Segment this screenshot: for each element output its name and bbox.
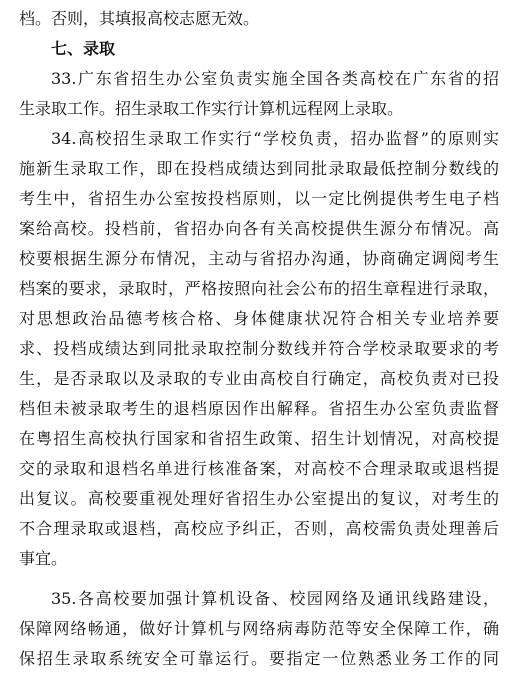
text-line: 33.广东省招生办公室负责实施全国各类高校在广东省的招 — [51, 69, 499, 88]
text-line: 档但未被录取考生的退档原因作出解释。省招生办公室负责监督 — [19, 399, 499, 418]
paragraph-35 — [19, 584, 499, 674]
text-line: 出复议。高校要重视处理好省招生办公室提出的复议，对考生的 — [19, 489, 499, 508]
text-line: 求、投档成绩达到同批录取控制分数线并符合学校录取要求的考 — [19, 339, 499, 358]
paragraph-33 — [19, 64, 499, 124]
text-line: 35.各高校要加强计算机设备、校园网络及通讯线路建设， — [51, 589, 499, 608]
text-line: 不合理录取或退档，高校应予纠正，否则，高校需负责处理善后 — [19, 519, 499, 538]
section-heading: 七、录取 — [51, 39, 116, 58]
paragraph-gap — [19, 574, 499, 584]
text-line: 考生中，省招生办公室按投档原则，以一定比例提供考生电子档 — [19, 189, 499, 208]
paragraph-34 — [19, 124, 499, 574]
text-line: 事宜。 — [19, 549, 68, 568]
text-line: 生录取工作。招生录取工作实行计算机远程网上录取。 — [19, 99, 404, 118]
text-line: 保障网络畅通，做好计算机与网络病毒防范等安全保障工作，确 — [19, 619, 499, 638]
text-line: 对思想政治品德考核合格、身体健康状况符合相关专业培养要 — [19, 309, 499, 328]
text-line: 在粤招生高校执行国家和省招生政策、招生计划情况，对高校提 — [19, 429, 499, 448]
text-line-top: 档。否则，其填报高校志愿无效。 — [19, 9, 260, 28]
text-line: 档案的要求，录取时，严格按照向社会公布的招生章程进行录取， — [19, 279, 499, 298]
text-line: 保招生录取系统安全可靠运行。要指定一位熟悉业务工作的同 — [19, 649, 499, 668]
text-line: 生，是否录取以及录取的专业由高校自行确定，高校负责对已投 — [19, 369, 499, 388]
text-line: 施新生录取工作，即在投档成绩达到同批录取最低控制分数线的 — [19, 159, 499, 178]
text-line: 34.高校招生录取工作实行“学校负责，招办监督”的原则实 — [51, 129, 499, 148]
text-line: 校要根据生源分布情况，主动与省招办沟通，协商确定调阅考生 — [19, 249, 499, 268]
text-line: 案给高校。投档前，省招办向各有关高校提供生源分布情况。高 — [19, 219, 499, 238]
text-line: 交的录取和退档名单进行核准备案，对高校不合理录取或退档提 — [19, 459, 499, 478]
